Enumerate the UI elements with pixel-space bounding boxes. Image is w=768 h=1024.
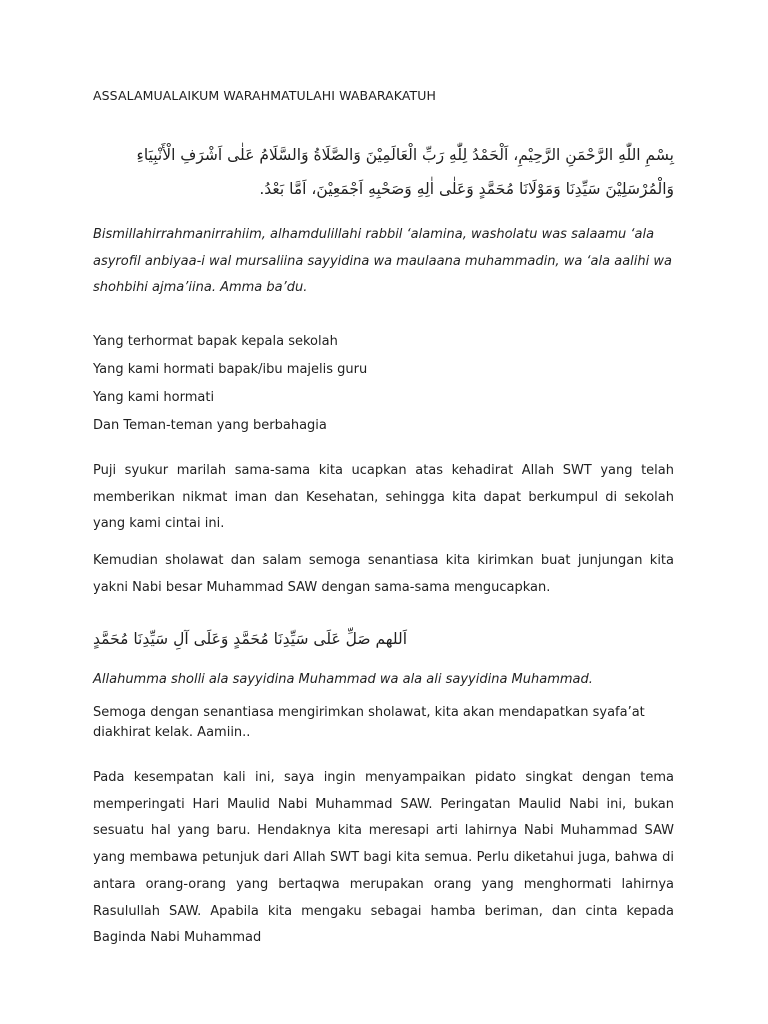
- salutation-line-2: Yang kami hormati bapak/ibu majelis guru: [93, 362, 368, 377]
- salutation-line-4: Dan Teman-teman yang berbahagia: [93, 418, 327, 433]
- greeting-heading: ASSALAMUALAIKUM WARAHMATULAHI WABARAKATUH: [93, 88, 437, 103]
- main-speech-paragraph: Pada kesempatan kali ini, saya ingin menyampaikan pidato singkat dengan tema memperingati Hari Maulid Nabi Muhammad SAW. Peringatan Maulid Nabi ini, bukan sesuatu hal yang baru. Hendaknya kita meresapi arti lahirnya Nabi Muhammad SAW yang membawa petunjuk dari Allah SWT bagi kita semua. Perlu diketahui juga, bahwa di antara orang-orang yang bertaqwa merupakan orang yang menghormati lahirnya Rasulullah SAW. Apabila kita mengaku sebagai hamba beriman, dan cinta kepada Baginda Nabi Muhammad: [93, 770, 674, 946]
- salutation-line-3: Yang kami hormati: [93, 390, 215, 405]
- sholawat-intro-paragraph: Kemudian sholawat dan salam semoga senantiasa kita kirimkan buat junjungan kita yakni Nabi besar Muhammad SAW dengan sama-sama mengucapkan.: [93, 553, 674, 595]
- gratitude-paragraph: Puji syukur marilah sama-sama kita ucapkan atas kehadirat Allah SWT yang telah memberikan nikmat iman dan Kesehatan, sehingga kita dapat berkumpul di sekolah yang kami cintai ini.: [93, 463, 674, 532]
- sholawat-transliteration: Allahumma sholli ala sayyidina Muhammad wa ala ali sayyidina Muhammad.: [93, 672, 593, 687]
- syafaat-paragraph: Semoga dengan senantiasa mengirimkan sholawat, kita akan mendapatkan syafa’at diakhirat kelak. Aamiin..: [93, 705, 645, 740]
- salutation-line-1: Yang terhormat bapak kepala sekolah: [93, 334, 338, 349]
- arabic-opening-line-1: بِسْمِ اللّٰهِ الرَّحْمَنِ الرَّحِيْمِ، اَلْحَمْدُ لِلّٰهِ رَبِّ الْعَالَمِيْنَ وَالصَّلَاةُ وَالسَّلَامُ عَلٰى اَشْرَفِ الْأَنْبِيَاءِ: [136, 146, 674, 164]
- arabic-sholawat: اَللهم صَلِّ عَلَى سَيِّدِنَا مُحَمَّدٍ وَعَلَى آلِ سَيِّدِنَا مُحَمَّدٍ: [93, 630, 408, 648]
- arabic-opening-line-2: وَالْمُرْسَلِيْنَ سَيِّدِنَا وَمَوْلَانَا مُحَمَّدٍ وَعَلٰى اٰلِهِ وَصَحْبِهِ اَجْمَعِيْنَ، اَمَّا بَعْدُ.: [259, 180, 674, 198]
- opening-transliteration: Bismillahirrahmanirrahiim, alhamdulillahi rabbil ‘alamina, washolatu was salaamu ‘ala asyrofil anbiyaa-i wal mursaliina sayyidina wa maulaana muhammadin, wa ‘ala aalihi wa shohbihi ajma’iina. Amma ba’du.: [93, 227, 672, 296]
